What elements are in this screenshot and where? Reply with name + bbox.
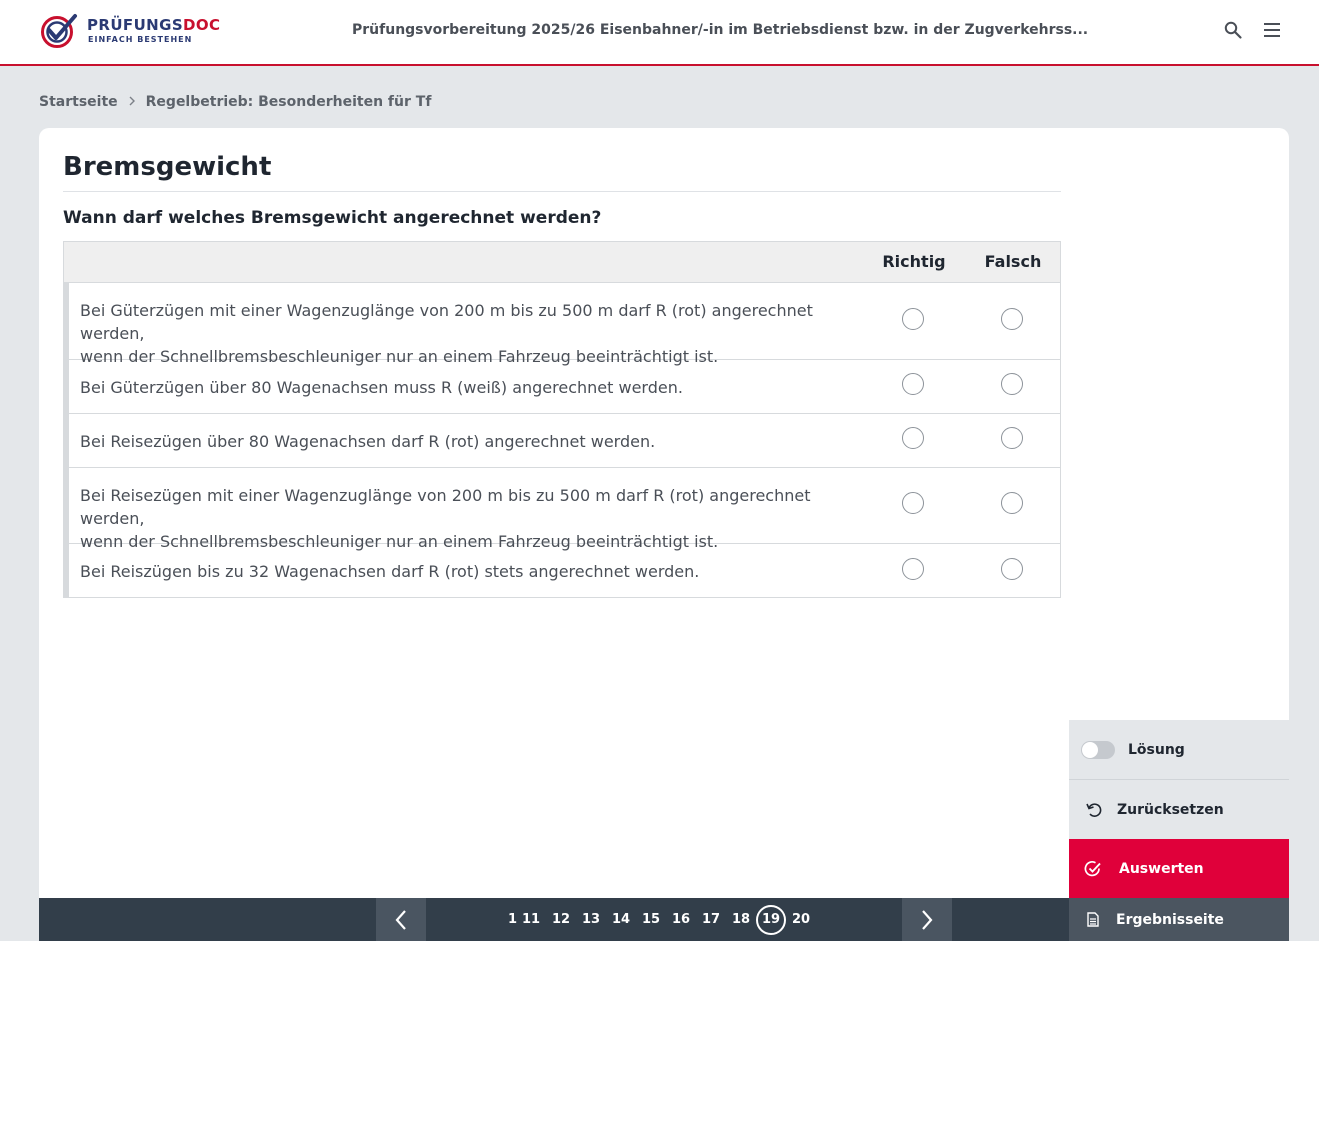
- table-row: [64, 544, 1060, 597]
- document-icon: [1087, 912, 1099, 927]
- page-number[interactable]: 18: [731, 911, 751, 927]
- page-number[interactable]: 11: [521, 911, 541, 927]
- page-title: Bremsgewicht: [63, 152, 272, 182]
- brand-tagline: EINFACH BESTEHEN: [88, 35, 193, 44]
- statement-text: Bei Reiszügen bis zu 32 Wagenachsen darf R (rot) stets angerechnet werden.: [80, 562, 700, 581]
- breadcrumb: [39, 94, 431, 110]
- results-page-button[interactable]: [1069, 898, 1289, 941]
- question-text: Wann darf welches Bremsgewicht angerechnet werden?: [63, 208, 602, 228]
- radio-correct[interactable]: [902, 492, 924, 514]
- reset-button[interactable]: [1069, 780, 1289, 839]
- chevron-left-icon: [394, 909, 408, 931]
- solution-toggle[interactable]: [1081, 741, 1115, 759]
- table-row: [64, 283, 1060, 366]
- pagination-bar: [39, 898, 1069, 941]
- radio-wrong[interactable]: [1001, 558, 1023, 580]
- page-number[interactable]: 12: [551, 911, 571, 927]
- radio-correct[interactable]: [902, 373, 924, 395]
- answer-table-header: [64, 242, 1060, 283]
- solution-toggle-row[interactable]: [1069, 720, 1289, 780]
- results-label: Ergebnisseite: [1116, 911, 1224, 928]
- page-number[interactable]: 16: [671, 911, 691, 927]
- radio-wrong[interactable]: [1001, 492, 1023, 514]
- title-divider: [63, 191, 1061, 192]
- page-number[interactable]: 20: [791, 911, 811, 927]
- breadcrumb-home[interactable]: Startseite: [39, 94, 118, 110]
- statement-text: Bei Reisezügen über 80 Wagenachsen darf R (rot) angerechnet werden.: [80, 432, 656, 451]
- table-row: [64, 414, 1060, 468]
- chevron-right-icon: [128, 95, 136, 110]
- solution-label: Lösung: [1128, 741, 1185, 758]
- checkmark-logo-icon: [40, 13, 78, 49]
- page-numbers: [508, 898, 816, 941]
- check-circle-icon: [1084, 860, 1102, 878]
- course-title: Prüfungsvorbereitung 2025/26 Eisenbahner/-in im Betriebsdienst bzw. in der Zugverkehrss...: [352, 22, 1089, 38]
- reset-label: Zurücksetzen: [1117, 801, 1224, 818]
- page-number[interactable]: 13: [581, 911, 601, 927]
- top-header: [0, 0, 1319, 66]
- radio-wrong[interactable]: [1001, 373, 1023, 395]
- search-icon[interactable]: [1221, 18, 1245, 42]
- radio-correct[interactable]: [902, 427, 924, 449]
- evaluate-label: Auswerten: [1119, 860, 1204, 877]
- action-panel: [1069, 720, 1289, 941]
- column-header-wrong: Falsch: [984, 252, 1042, 271]
- brand-logo[interactable]: [40, 13, 225, 49]
- page-number[interactable]: 14: [611, 911, 631, 927]
- statement-text: Bei Güterzügen über 80 Wagenachsen muss R (weiß) angerechnet werden.: [80, 378, 683, 397]
- radio-wrong[interactable]: [1001, 427, 1023, 449]
- statement-text: Bei Reisezügen mit einer Wagenzuglänge von 200 m bis zu 500 m darf R (rot) angerechnet werden, wenn der Schnellbremsbeschleuniger nur an einem Fahrzeug beeinträchtigt ist.: [80, 486, 811, 551]
- statement-text: Bei Güterzügen mit einer Wagenzuglänge von 200 m bis zu 500 m darf R (rot) angerechnet werden, wenn der Schnellbremsbeschleuniger nur an einem Fahrzeug beeinträchtigt ist.: [80, 301, 813, 366]
- radio-correct[interactable]: [902, 308, 924, 330]
- radio-wrong[interactable]: [1001, 308, 1023, 330]
- answer-table: [63, 241, 1061, 598]
- next-page-button[interactable]: [902, 898, 952, 941]
- prev-page-button[interactable]: [376, 898, 426, 941]
- page-number-partial[interactable]: 1: [508, 912, 518, 927]
- page-number[interactable]: 15: [641, 911, 661, 927]
- evaluate-button[interactable]: [1069, 839, 1289, 898]
- table-row: [64, 360, 1060, 414]
- radio-correct[interactable]: [902, 558, 924, 580]
- hamburger-menu-icon[interactable]: [1261, 18, 1285, 42]
- column-header-correct: Richtig: [882, 252, 946, 271]
- table-row: [64, 468, 1060, 551]
- undo-icon: [1085, 801, 1103, 819]
- page-number-current[interactable]: 19: [756, 905, 786, 935]
- page-number[interactable]: 17: [701, 911, 721, 927]
- breadcrumb-current[interactable]: Regelbetrieb: Besonderheiten für Tf: [145, 94, 432, 110]
- chevron-right-icon: [920, 909, 934, 931]
- brand-name: PRÜFUNGSDOC: [87, 16, 221, 34]
